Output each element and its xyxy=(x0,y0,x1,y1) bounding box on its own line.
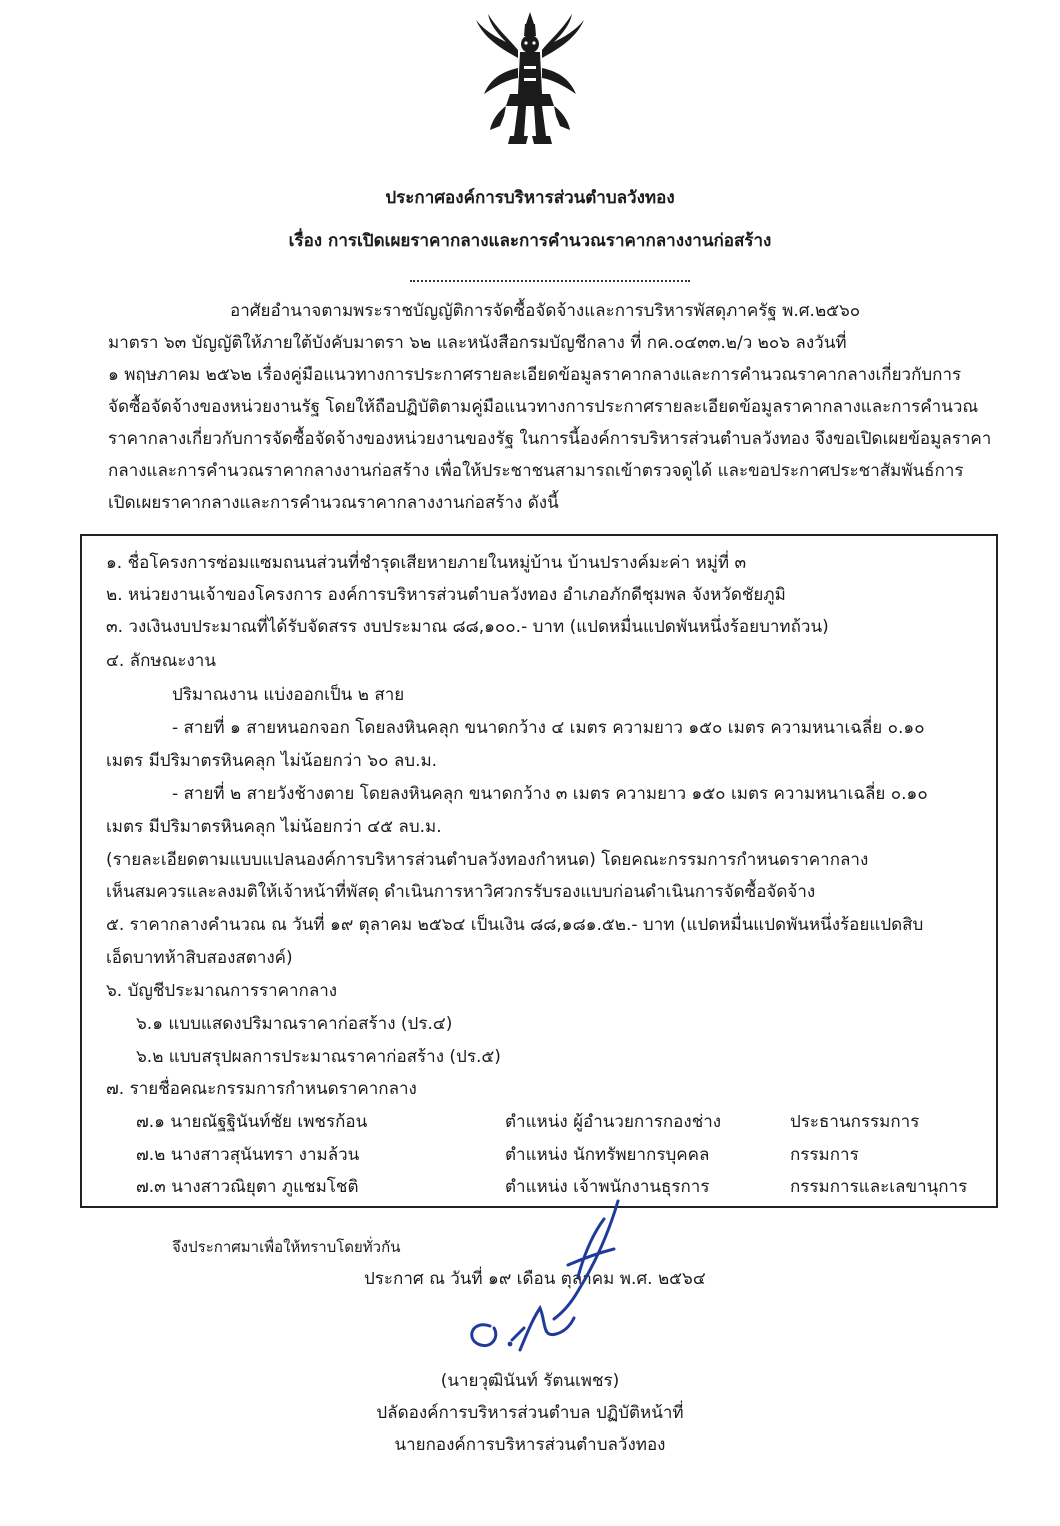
detail-route-1: - สายที่ ๑ สายหนอกจอก โดยลงหินคลุก ขนาดกว้าง ๔ เมตร ความยาว ๑๕๐ เมตร ความหนาเฉลี่ย ๐.๑๐ xyxy=(172,718,925,738)
announcement-title: ประกาศองค์การบริหารส่วนตำบลวังทอง xyxy=(385,188,675,208)
signer-title: นายกองค์การบริหารส่วนตำบลวังทอง xyxy=(394,1435,666,1455)
announcement-subject: เรื่อง การเปิดเผยราคากลางและการคำนวณราคากลางงานก่อสร้าง xyxy=(288,231,772,251)
closing-notice: จึงประกาศมาเพื่อให้ทราบโดยทั่วกัน xyxy=(172,1238,401,1256)
detail-plan-note: เห็นสมควรและลงมติให้เจ้าหน้าที่พัสดุ ดำเนินการหาวิศวกรรับรองแบบก่อนดำเนินการจัดซื้อจัดจ้าง xyxy=(106,882,816,902)
committee-member-position: ตำแหน่ง ผู้อำนวยการกองช่าง xyxy=(505,1112,722,1132)
intro-line: กลางและการคำนวณราคากลางงานก่อสร้าง เพื่อให้ประชาชนสามารถเข้าตรวจดูได้ และขอประกาศประชาสัมพันธ์การ xyxy=(108,461,964,481)
garuda-emblem-icon xyxy=(470,8,590,158)
detail-estimate-item: ๖.๒ แบบสรุปผลการประมาณราคาก่อสร้าง (ปร.๕) xyxy=(136,1047,501,1067)
committee-member-position: ตำแหน่ง นักทรัพยากรบุคคล xyxy=(505,1145,710,1165)
intro-line: มาตรา ๖๓ บัญญัติให้ภายใต้บังคับมาตรา ๖๒ และหนังสือกรมบัญชีกลาง ที่ กค.๐๔๓๓.๒/ว ๒๐๖ ลงวันที่ xyxy=(108,333,847,353)
intro-line: ๑ พฤษภาคม ๒๕๖๒ เรื่องคู่มือแนวทางการประกาศรายละเอียดข้อมูลราคากลางและการคำนวณราคากลางเกี่ยวกับการ xyxy=(108,365,962,385)
intro-line: ราคากลางเกี่ยวกับการจัดซื้อจัดจ้างของหน่วยงานของรัฐ ในการนี้องค์การบริหารส่วนตำบลวังทอง จึงขอเปิดเผยข้อมูลราคา xyxy=(108,429,992,449)
detail-agency: ๒. หน่วยงานเจ้าของโครงการ องค์การบริหารส่วนตำบลวังทอง อำเภอภักดีชุมพล จังหวัดชัยภูมิ xyxy=(106,585,786,605)
detail-route-1-volume: เมตร มีปริมาตรหินคลุก ไม่น้อยกว่า ๖๐ ลบ.ม. xyxy=(106,751,438,771)
detail-work-quantity: ปริมาณงาน แบ่งออกเป็น ๒ สาย xyxy=(172,685,405,705)
committee-member-name: ๗.๒ นางสาวสุนันทรา งามล้วน xyxy=(136,1145,360,1165)
detail-project-name: ๑. ชื่อโครงการซ่อมแซมถนนส่วนที่ชำรุดเสียหายภายในหมู่บ้าน บ้านปรางค์มะค่า หมู่ที่ ๓ xyxy=(106,553,747,573)
intro-line: เปิดเผยราคากลางและการคำนวณราคากลางงานก่อสร้าง ดังนี้ xyxy=(108,493,559,513)
detail-route-2: - สายที่ ๒ สายวังช้างตาย โดยลงหินคลุก ขนาดกว้าง ๓ เมตร ความยาว ๑๕๐ เมตร ความหนาเฉลี่ย ๐.๑๐ xyxy=(172,784,928,804)
intro-line: จัดซื้อจัดจ้างของหน่วยงานรัฐ โดยให้ถือปฏิบัติตามคู่มือแนวทางการประกาศรายละเอียดข้อมูลราคากลางและการคำนวณ xyxy=(108,397,979,417)
detail-plan-note: (รายละเอียดตามแบบแปลนองค์การบริหารส่วนตำบลวังทองกำหนด) โดยคณะกรรมการกำหนดราคากลาง xyxy=(106,850,869,870)
committee-member-role: กรรมการและเลขานุการ xyxy=(790,1177,968,1197)
detail-work-type: ๔. ลักษณะงาน xyxy=(106,651,216,671)
detail-median-price: ๕. ราคากลางคำนวณ ณ วันที่ ๑๙ ตุลาคม ๒๕๖๔ เป็นเงิน ๘๘,๑๘๑.๕๒.- บาท (แปดหมื่นแปดพันหนึ่งร้อยแปดสิบ xyxy=(106,915,924,935)
signer-title: ปลัดองค์การบริหารส่วนตำบล ปฏิบัติหน้าที่ xyxy=(376,1403,684,1423)
committee-member-name: ๗.๑ นายณัฐฐินันท์ชัย เพชรก้อน xyxy=(136,1112,368,1132)
committee-member-role: กรรมการ xyxy=(790,1145,859,1165)
signer-name: (นายวุฒินันท์ รัตนเพชร) xyxy=(440,1371,620,1391)
intro-line: อาศัยอำนาจตามพระราชบัญญัติการจัดซื้อจัดจ้างและการบริหารพัสดุภาครัฐ พ.ศ.๒๕๖๐ xyxy=(230,301,861,321)
committee-member-position: ตำแหน่ง เจ้าพนักงานธุรการ xyxy=(505,1177,710,1197)
detail-route-2-volume: เมตร มีปริมาตรหินคลุก ไม่น้อยกว่า ๔๕ ลบ.ม. xyxy=(106,817,442,837)
signature xyxy=(460,1298,580,1358)
title-divider xyxy=(410,280,690,282)
detail-committee-heading: ๗. รายชื่อคณะกรรมการกำหนดราคากลาง xyxy=(106,1079,417,1099)
committee-member-name: ๗.๓ นางสาวณิยุตา ภูแชมโชติ xyxy=(136,1177,359,1197)
announcement-date: ประกาศ ณ วันที่ ๑๙ เดือน ตุลาคม พ.ศ. ๒๕๖๔ xyxy=(364,1269,706,1289)
detail-budget: ๓. วงเงินงบประมาณที่ได้รับจัดสรร งบประมาณ ๘๘,๑๐๐.- บาท (แปดหมื่นแปดพันหนึ่งร้อยบาทถ้วน) xyxy=(106,617,829,637)
detail-estimate-item: ๖.๑ แบบแสดงปริมาณราคาก่อสร้าง (ปร.๔) xyxy=(136,1014,453,1034)
detail-estimate-list: ๖. บัญชีประมาณการราคากลาง xyxy=(106,981,338,1001)
committee-member-role: ประธานกรรมการ xyxy=(790,1112,920,1132)
detail-median-price: เอ็ดบาทห้าสิบสองสตางค์) xyxy=(106,948,293,968)
